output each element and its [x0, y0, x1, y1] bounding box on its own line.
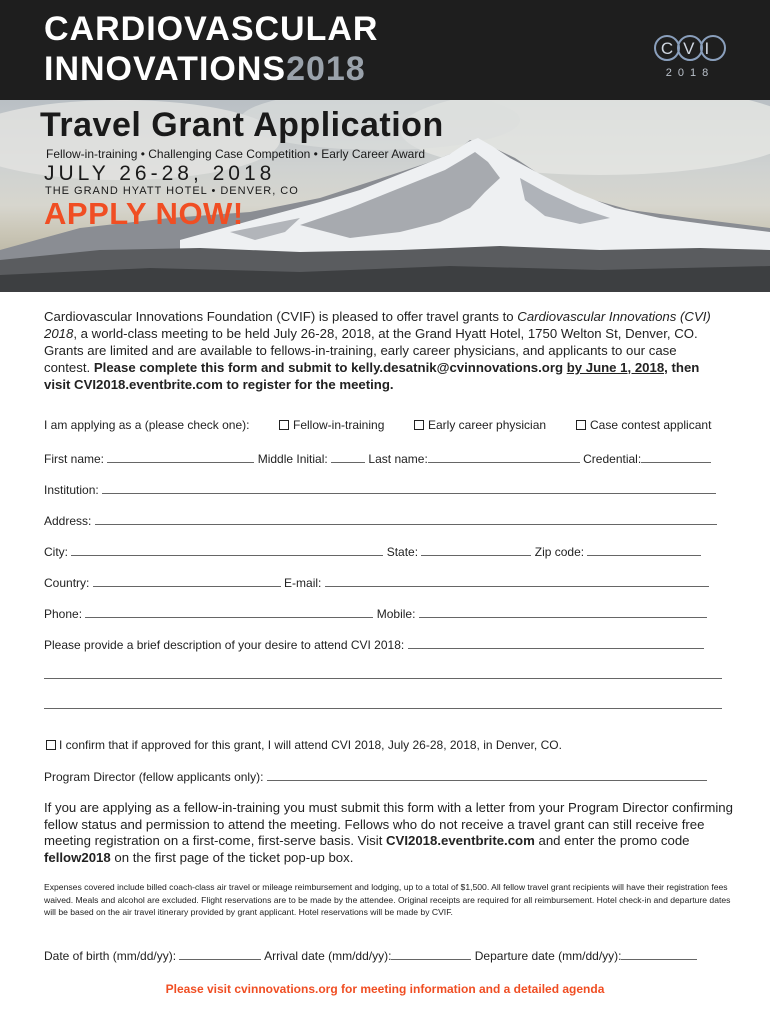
- tagline: Fellow-in-training • Challenging Case Competition • Early Career Award: [46, 147, 426, 161]
- phone-row: [44, 607, 707, 621]
- confirm-row[interactable]: [46, 738, 562, 752]
- intro-paragraph: [44, 308, 724, 393]
- name-row: [44, 452, 711, 466]
- state-label: State:: [386, 545, 419, 559]
- header-band: [0, 0, 770, 100]
- checkbox-icon[interactable]: [46, 740, 56, 750]
- description-line-2: [44, 668, 722, 682]
- departure-label: Departure date (mm/dd/yy):: [474, 949, 622, 963]
- country-label: Country:: [44, 576, 90, 590]
- mobile-label: Mobile:: [376, 607, 416, 621]
- middle-initial-label: Middle Initial:: [257, 452, 328, 466]
- brand-year: 2018: [286, 50, 366, 88]
- country-field[interactable]: [93, 576, 281, 587]
- email-field[interactable]: [325, 576, 709, 587]
- program-director-label: Program Director (fellow applicants only):: [44, 770, 264, 784]
- apply-now-heading: APPLY NOW!: [44, 196, 244, 231]
- arrival-field[interactable]: [391, 949, 471, 960]
- city-label: City:: [44, 545, 68, 559]
- brand-line-1: CARDIOVASCULAR: [44, 10, 379, 48]
- fellow-note: [44, 800, 734, 866]
- description-line-3: [44, 698, 722, 712]
- intro-text-1: Cardiovascular Innovations Foundation (CVIF) is pleased to offer travel grants to: [44, 309, 518, 324]
- option-case-contest-label: Case contest applicant: [590, 418, 712, 432]
- description-field[interactable]: [44, 668, 722, 679]
- address-row: [44, 514, 717, 528]
- option-early-career[interactable]: [414, 418, 546, 432]
- option-fellow-label: Fellow-in-training: [293, 418, 385, 432]
- brand-name: INNOVATIONS: [44, 50, 287, 88]
- mobile-field[interactable]: [419, 607, 707, 618]
- checkbox-icon[interactable]: [576, 420, 586, 430]
- cvi-logo: [650, 33, 730, 83]
- option-fellow[interactable]: [279, 418, 384, 432]
- last-name-field[interactable]: [428, 452, 580, 463]
- departure-field[interactable]: [621, 949, 697, 960]
- travel-dates-row: [44, 949, 697, 963]
- fine-print: Expenses covered include billed coach-class air travel or mileage reimbursement and lodging, up to a total of $1,500. All fellow travel grant recipients will have their registration fees waived. Meals and alcohol are excluded. Flight reservations are to be made by the attendee. Original receipts are required for all reimbursement. Hotel check-in and departure dates will be based on the air travel itinerary provided by grant applicant. Hotel reservations will be made by CVIF.: [44, 882, 731, 917]
- page-title: Travel Grant Application: [40, 106, 444, 144]
- address-field[interactable]: [95, 514, 717, 525]
- dob-field[interactable]: [179, 949, 261, 960]
- middle-initial-field[interactable]: [331, 452, 365, 463]
- eventbrite-link: CVI2018.eventbrite.com: [386, 833, 535, 848]
- first-name-field[interactable]: [107, 452, 254, 463]
- checkbox-icon[interactable]: [414, 420, 424, 430]
- register-text: then visit CVI2018.eventbrite.com to register for the meeting.: [44, 360, 700, 392]
- program-director-row: [44, 770, 707, 784]
- event-venue: THE GRAND HYATT HOTEL • DENVER, CO: [45, 185, 299, 197]
- city-field[interactable]: [71, 545, 383, 556]
- footer-link-text: Please visit cvinnovations.org for meeting information and a detailed agenda: [165, 982, 605, 996]
- hero-banner: [0, 100, 770, 292]
- deadline-text: by June 1, 2018,: [566, 360, 668, 375]
- logo-letters: CVI: [660, 39, 720, 58]
- first-name-label: First name:: [44, 452, 105, 466]
- institution-row: [44, 483, 716, 497]
- fellow-note-text-3: on the first page of the ticket pop-up box.: [110, 849, 354, 865]
- address-label: Address:: [44, 514, 92, 528]
- state-field[interactable]: [421, 545, 531, 556]
- checkbox-icon[interactable]: [279, 420, 289, 430]
- brand-line-2: [44, 50, 366, 88]
- description-label: Please provide a brief description of your desire to attend CVI 2018:: [44, 638, 405, 652]
- confirm-label: I confirm that if approved for this grant, I will attend CVI 2018, July 26-28, 2018, in Denver, CO.: [59, 738, 562, 752]
- credential-label: Credential:: [583, 452, 642, 466]
- fellow-note-text-2: and enter the promo code: [534, 833, 690, 848]
- dob-label: Date of birth (mm/dd/yy):: [44, 949, 177, 963]
- logo-year: 2018: [665, 67, 715, 79]
- phone-field[interactable]: [85, 607, 373, 618]
- arrival-label: Arrival date (mm/dd/yy):: [264, 949, 392, 963]
- zip-label: Zip code:: [534, 545, 585, 559]
- option-early-career-label: Early career physician: [428, 418, 547, 432]
- city-row: [44, 545, 701, 559]
- last-name-label: Last name:: [368, 452, 428, 466]
- phone-label: Phone:: [44, 607, 83, 621]
- credential-field[interactable]: [641, 452, 711, 463]
- country-row: [44, 576, 709, 590]
- applying-label: I am applying as a (please check one):: [44, 418, 250, 432]
- institution-label: Institution:: [44, 483, 99, 497]
- program-director-field[interactable]: [267, 770, 707, 781]
- fellow-note-text-1: If you are applying as a fellow-in-training you must submit this form with a letter from your Program Director confirming fellow status and permission to attend the meeting. Fellows who do not receive a travel grant can still receive free meeting registration on a first-come, first-serve basis. Visit: [44, 800, 733, 848]
- email-label: E-mail:: [284, 576, 322, 590]
- promo-code: fellow2018: [44, 849, 111, 865]
- event-dates: JULY 26-28, 2018: [44, 162, 276, 185]
- description-field[interactable]: [408, 638, 704, 649]
- institution-field[interactable]: [102, 483, 716, 494]
- description-field[interactable]: [44, 698, 722, 709]
- intro-text-2: , a world-class meeting to be held July 26-28, 2018, at the Grand Hyatt Hotel, 1750 Welton St, Denver, CO. Grants are limited and are available to fellows-in-training, early career physicians, and applicants to our case contest.: [44, 326, 698, 375]
- option-case-contest[interactable]: [576, 418, 711, 432]
- zip-field[interactable]: [587, 545, 701, 556]
- meeting-name: Cardiovascular Innovations (CVI) 2018: [44, 309, 711, 341]
- intro-submit-text: Please complete this form and submit to kelly.desatnik@cvinnovations.org: [93, 360, 567, 375]
- description-row: [44, 638, 704, 652]
